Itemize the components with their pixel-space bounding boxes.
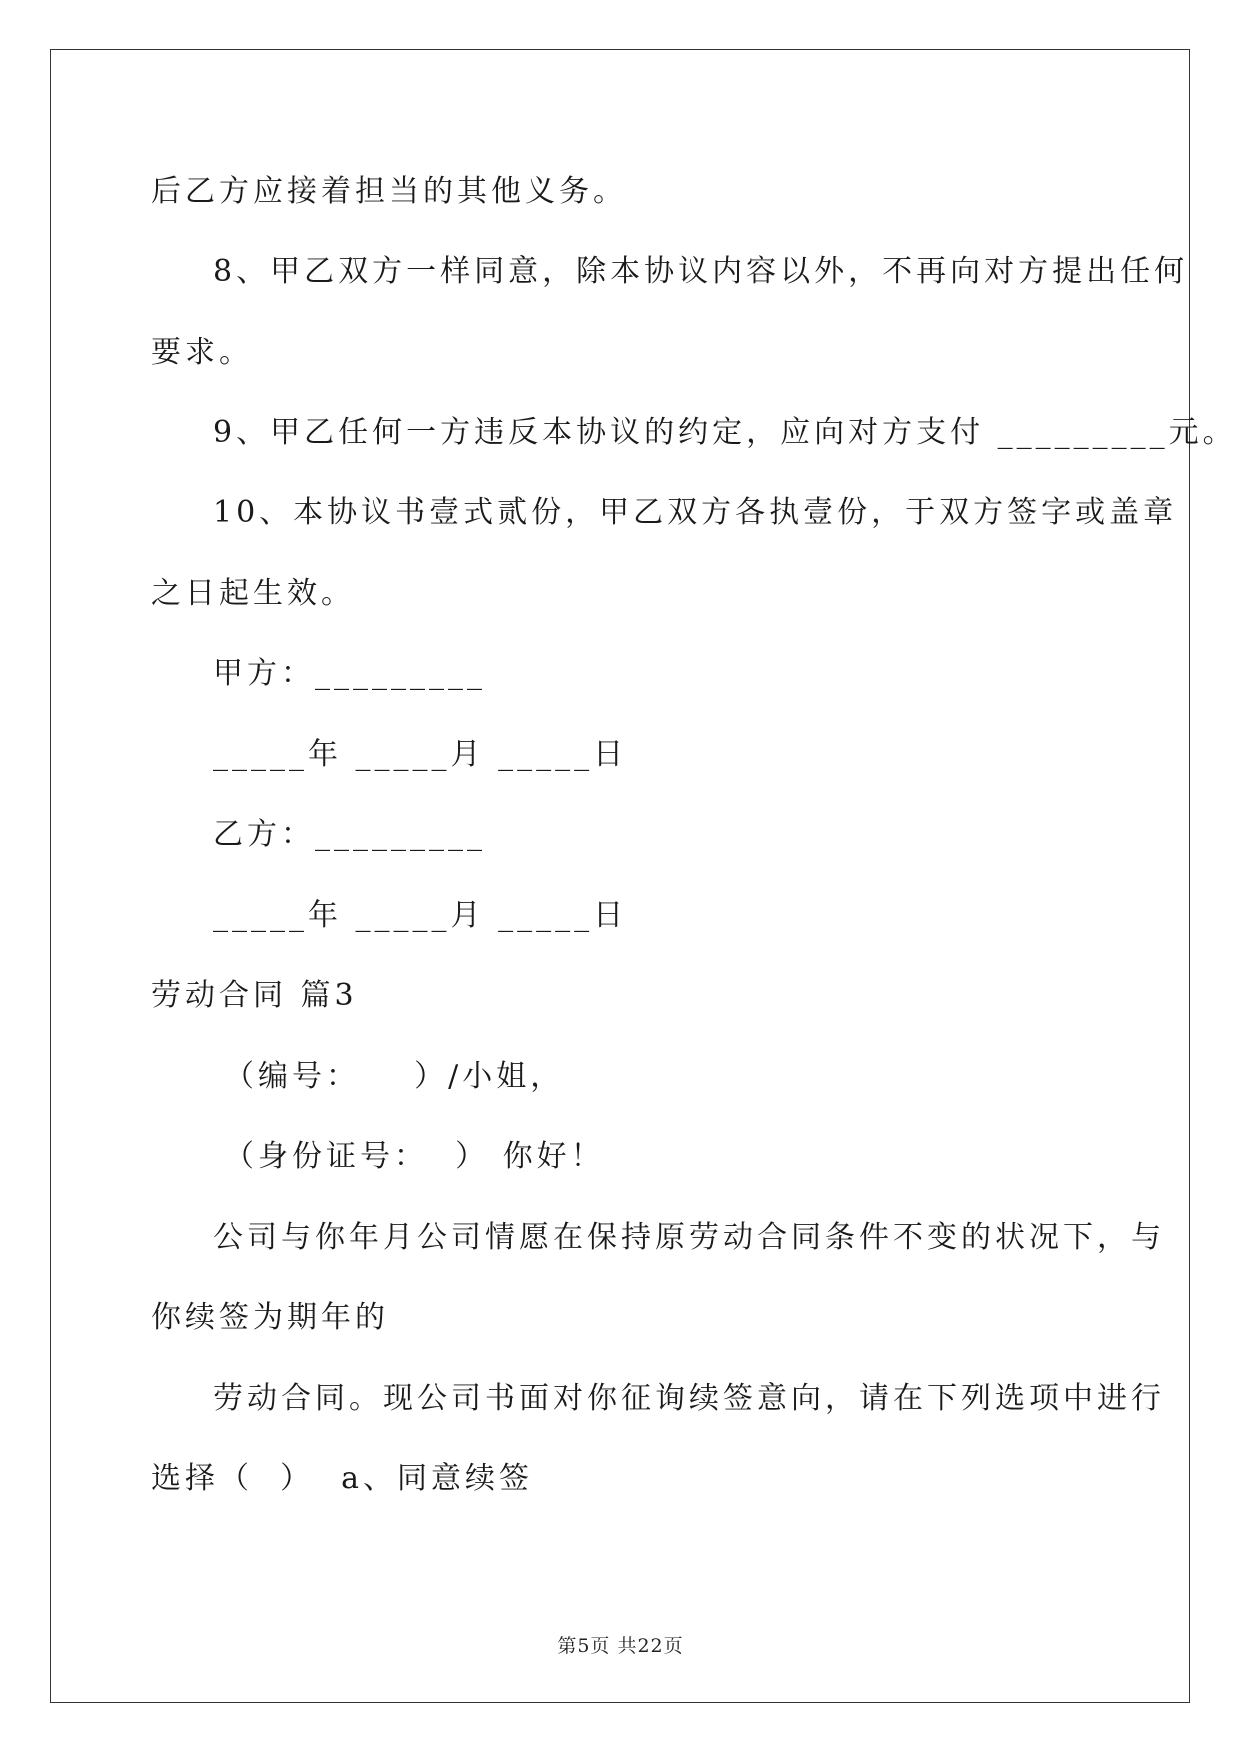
party-b-date-line: _____年 _____月 _____日 xyxy=(213,898,628,933)
paragraph-line: 劳动合同。现公司书面对你征询续签意向，请在下列选项中进行 xyxy=(213,1381,1165,1416)
id-number-line: （身份证号： ） 你好！ xyxy=(224,1139,605,1174)
page-number-footer: 第5页 共22页 xyxy=(557,1635,684,1657)
party-a-date-line: _____年 _____月 _____日 xyxy=(213,737,628,772)
clause-9-line: 9、甲乙任何一方违反本协议的约定，应向对方支付 _________元。 xyxy=(213,415,1237,450)
section-heading: 劳动合同 篇3 xyxy=(151,978,358,1013)
option-line: 选择（ ） a、同意续签 xyxy=(151,1461,534,1496)
paragraph-line: 你续签为期年的 xyxy=(151,1300,389,1335)
clause-10-line: 10、本协议书壹式贰份，甲乙双方各执壹份，于双方签字或盖章 xyxy=(213,495,1178,530)
clause-8-line: 8、甲乙双方一样同意，除本协议内容以外，不再向对方提出任何 xyxy=(213,254,1189,289)
paragraph-line: 后乙方应接着担当的其他义务。 xyxy=(151,174,627,209)
party-a-signature-line: 甲方：_________ xyxy=(213,656,486,691)
paragraph-line: 之日起生效。 xyxy=(151,576,355,611)
paragraph-line: 公司与你年月公司情愿在保持原劳动合同条件不变的状况下，与 xyxy=(213,1220,1165,1255)
party-b-signature-line: 乙方：_________ xyxy=(213,817,486,852)
page-border xyxy=(50,49,1190,1703)
serial-number-line: （编号： ）/小姐， xyxy=(224,1059,565,1094)
paragraph-line: 要求。 xyxy=(151,335,253,370)
